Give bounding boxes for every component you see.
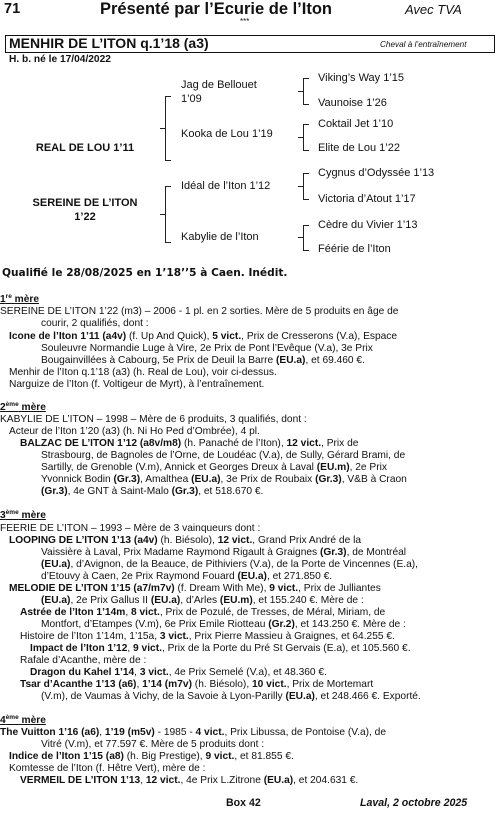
third-dam-line: FEERIE DE L’ITON – 1993 – Mère de 3 vainqueurs dont : [0,523,261,534]
pedigree-sss: Viking’s Way 1’15 [318,72,405,84]
pedigree-sire-sire: Jag de Bellouet 1’09 [181,79,257,105]
second-dam-line: KABYLIE DE L’ITON – 1998 – Mère de 6 produits, 3 qualifiés, dont : [0,414,307,425]
pedigree-dam-sire: Idéal de l’Iton 1’12 [181,180,271,192]
first-dam-line: Bougainvillées à Cabourg, 5e Prix de Deuil la Barre (EU.a), et 69.460 €. [41,355,365,366]
second-dam-line: Strasbourg, de Bagnoles de l’Orne, de Loudéac (V.a), de Sully, Gérard Brami, de [41,450,406,461]
first-dam-line: courir, 2 qualifiés, dont : [41,318,149,329]
pedigree-dam-dam: Kabylie de l’Iton [181,231,259,243]
pedigree-bracket [303,173,304,199]
consignor-title: Présenté par l’Ecurie de l’Iton [100,0,332,18]
pedigree-dam-name: SEREINE DE L’ITON [32,197,138,209]
heading-num: 1 [0,294,6,305]
box-number: Box 42 [226,797,261,809]
section-fourth-dam-heading: 4ème mère [0,714,46,726]
third-dam-line: d’Etouvy à Caen, 2e Prix Raymond Fouard (EU.a), et 271.850 €. [41,571,333,582]
pedigree-dam-record: 1’22 [74,211,96,223]
third-dam-line: (EU.a), d’Avignon, de la Beauce, de Pithiviers (V.a), de la Porte de Vincennes (E.a), [41,559,418,570]
section-second-dam-heading: 2ème mère [0,401,46,413]
third-dam-line: Histoire de l’Iton 1’14m, 1’15a, 3 vict., Prix Pierre Massieu à Graignes, et 64.255 €. [20,631,395,642]
pedigree-bracket [303,78,304,104]
section-first-dam-heading: 1re mère [0,293,40,305]
pedigree-bracket [165,96,166,160]
qualification-line: Qualifié le 28/08/2025 en 1’18’’5 à Caen. Inédit. [2,267,288,279]
first-dam-line: Narguize de l’Iton (f. Voltigeur de Myrt), à l’entraînement. [9,379,265,390]
pedigree-sdd: Elite de Lou 1’22 [318,142,400,154]
pedigree-sire-dam: Kooka de Lou 1’19 [181,128,273,140]
first-dam-line: SEREINE DE L’ITON 1’22 (m3) – 2006 - 1 pl. en 2 sorties. Mère de 5 produits en âge de [0,306,399,317]
sale-place-date: Laval, 2 octobre 2025 [360,797,468,809]
third-dam-line: MELODIE DE L’ITON 1’15 (a7/m7v) (f. Dream With Me), 9 vict., Prix de Julliantes [9,583,381,594]
horse-name: MENHIR DE L’ITON q.1’18 (a3) [9,35,209,51]
fourth-dam-line: The Vuitton 1’16 (a6), 1’19 (m5v) - 1985 - 4 vict., Prix Libussa, de Pontoise (V.a), de [0,727,387,738]
horse-status: Cheval à l’entraînement [380,40,467,49]
fourth-dam-line: Komtesse de l’Iton (f. Hêtre Vert), mère de : [9,763,206,774]
second-dam-line: Sartilly, de Grenoble (V.m), Annick et Georges Dreux à Laval (EU.m), 2e Prix [41,462,387,473]
pedigree-sds: Coktail Jet 1’10 [318,118,394,130]
pedigree-ddd: Féérie de l’Iton [318,243,391,255]
pedigree-bracket [303,124,304,150]
third-dam-line: (EU.a), 2e Prix Gallus II (EU.a), d’Arles (EU.m), et 155.240 €. Mère de : [41,595,364,606]
horse-birth: H. b. né le 17/04/2022 [9,54,111,65]
third-dam-line: Impact de l’Iton 1’12, 9 vict., Prix de la Porte du Pré St Gervais (E.a), et 105.560 €. [30,643,411,654]
third-dam-line: Vaissière à Laval, Prix Madame Raymond Rigault à Graignes (Gr.3), de Montréal [41,547,407,558]
pedigree-ssd: Vaunoise 1’26 [318,97,387,109]
lot-number: 71 [4,1,21,17]
pedigree-dam [10,196,160,224]
vat-note: Avec TVA [405,2,462,17]
third-dam-line: (V.m), de Vaumas à Vichy, de la Savoie à Lyon-Parilly (EU.a), et 248.466 €. Exporté. [41,691,421,702]
third-dam-line: Tsar d’Acanthe 1’13 (a6), 1’14 (m7v) (h. Biésolo), 10 vict., Prix de Mortemart [20,679,374,690]
third-dam-line: Astrée de l’Iton 1’14m, 8 vict., Prix de Pozulé, de Tresses, de Méral, Miriam, de [20,607,386,618]
pedigree-dss: Cygnus d’Odyssée 1’13 [318,167,435,179]
stars-separator: *** [240,17,250,26]
second-dam-line: Acteur de l’Iton 1’20 (a3) (h. Ni Ho Ped d’Ombrée), 4 pl. [9,426,260,437]
pedigree-dds: Cèdre du Vivier 1’13 [318,219,418,231]
pedigree-sire: REAL DE LOU 1’11 [35,142,135,154]
pedigree-dsd: Victoria d’Atout 1’17 [318,193,416,205]
third-dam-line: Montfort, d’Etampes (V.m), 6e Prix Emile Riotteau (Gr.2), et 143.250 €. Mère de : [41,619,406,630]
section-third-dam-heading: 3ème mère [0,509,46,521]
first-dam-line: Souleuvre Normandie Luge à Vire, 2e Prix de Pont l’Evêque (V.a), 3e Prix [41,343,373,354]
second-dam-line: (Gr.3), 4e GNT à Saint-Malo (Gr.3), et 518.670 €. [41,486,264,497]
second-dam-line: Yvonnick Bodin (Gr.3), Amalthea (EU.a), 3e Prix de Roubaix (Gr.3), V&B à Craon [41,474,407,485]
third-dam-line: LOOPING DE L’ITON 1’13 (a4v) (h. Biésolo), 12 vict., Grand Prix André de la [9,535,362,546]
pedigree-bracket [165,186,166,242]
fourth-dam-line: Indice de l’Iton 1’15 (a8) (h. Big Prestige), 9 vict., et 81.855 €. [9,751,294,762]
third-dam-line: Dragon du Kahel 1’14, 3 vict., 4e Prix Semelé (V.a), et 48.360 €. [30,667,327,678]
first-dam-line: Icone de l’Iton 1’11 (a4v) (f. Up And Quick), 5 vict., Prix de Cresserons (V.a), Espace [9,331,398,342]
first-dam-line: Menhir de l’Iton q.1’18 (a3) (h. Real de Lou), voir ci-dessus. [9,367,277,378]
fourth-dam-line: Vitré (V.m), et 77.597 €. Mère de 5 produits dont : [41,739,265,750]
second-dam-line: BALZAC DE L’ITON 1’12 (a8v/m8) (h. Panaché de l’Iton), 12 vict., Prix de [20,438,359,449]
fourth-dam-line: VERMEIL DE L’ITON 1’13, 12 vict., 4e Prix L.Zitrone (EU.a), et 204.631 €. [20,775,359,786]
pedigree-bracket [303,225,304,250]
third-dam-line: Rafale d’Acanthe, mère de : [20,655,147,666]
